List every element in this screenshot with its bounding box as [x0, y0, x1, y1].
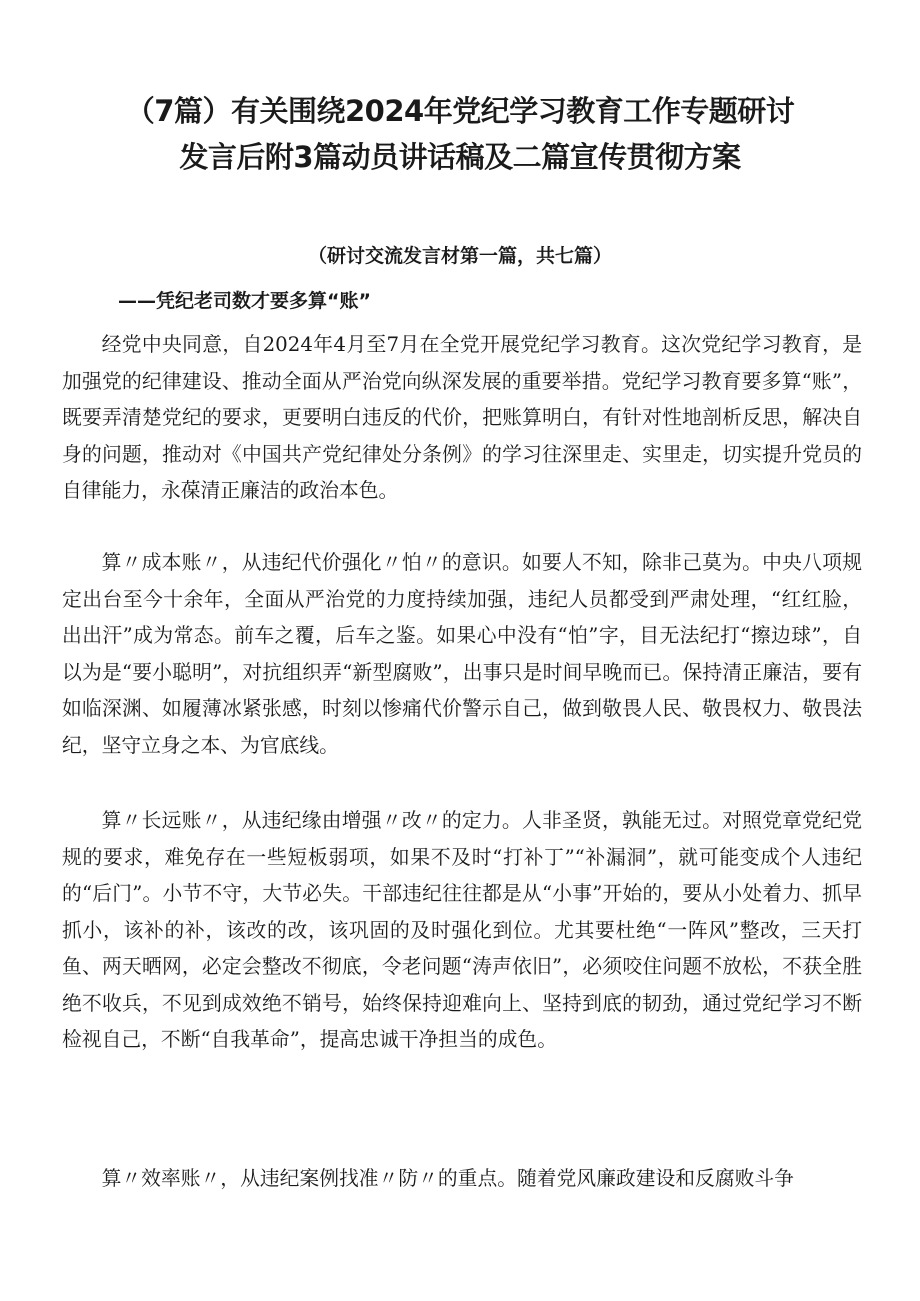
body-paragraph-3-block: [62, 803, 862, 1059]
body-paragraph-1-block: [62, 327, 862, 510]
body-paragraph: 算〃成本账〃，从违纪代价强化〃怕〃的意识。如要人不知，除非己莫为。中央八项规定出台至今十余年，全面从严治党的力度持续加强，违纪人员都受到严肃处理，“红红脸，出出汗”成为常态。前车之覆，后车之鉴。如果心中没有“怕”字，目无法纪打“擦边球”，自以为是“要小聪明”，对抗组织弄“新型腐败”，出事只是时间早晚而已。保持清正廉洁，要有如临深渊、如履薄冰紧张感，时刻以惨痛代价警示自己，做到敬畏人民、敬畏权力、敬畏法纪，坚守立身之本、为官底线。: [62, 551, 862, 757]
body-paragraph: 算〃效率账〃，从违纪案例找准〃防〃的重点。随着党风廉政建设和反腐败斗争: [101, 1167, 794, 1190]
body-paragraph: 经党中央同意，自2024年4月至7月在全党开展党纪学习教育。这次党纪学习教育，是加强党的纪律建设、推动全面从严治党向纵深发展的重要举措。党纪学习教育要多算“账”，既要弄清楚党纪的要求，更要明白违反的代价，把账算明白，有针对性地剖析反思，解决自身的问题，推动对《中国共产党纪律处分条例》的学习往深里走、实里走，切实提升党员的自律能力，永葆清正廉洁的政治本色。: [62, 333, 862, 502]
body-paragraph-4-block: [62, 1161, 862, 1198]
section-subheading: （研讨交流发言材第一篇，共七篇）: [307, 245, 612, 267]
document-title-line-1: （7篇）有关围绕2024年党纪学习教育工作专题研讨: [125, 94, 795, 128]
body-paragraph-2-block: [62, 545, 862, 764]
article-byline: ——凭纪老司数才要多算“账”: [118, 290, 371, 312]
document-title-line-2: 发言后附3篇动员讲话稿及二篇宣传贯彻方案: [179, 140, 741, 174]
body-paragraph: 算〃长远账〃，从违纪缘由增强〃改〃的定力。人非圣贤，孰能无过。对照党章党纪党规的要求，难免存在一些短板弱项，如果不及时“打补丁”“补漏洞”，就可能变成个人违纪的“后门”。小节不守，大节必失。干部违纪往往都是从“小事”开始的，要从小处着力、抓早抓小，该补的补，该改的改，该巩固的及时强化到位。尤其要杜绝“一阵风”整改，三天打鱼、两天晒网，必定会整改不彻底，令老问题“涛声依旧”，必须咬住问题不放松，不获全胜绝不收兵，不见到成效绝不销号，始终保持迎难向上、坚持到底的韧劲，通过党纪学习不断检视自己，不断“自我革命”，提高忠诚干净担当的成色。: [62, 809, 862, 1051]
